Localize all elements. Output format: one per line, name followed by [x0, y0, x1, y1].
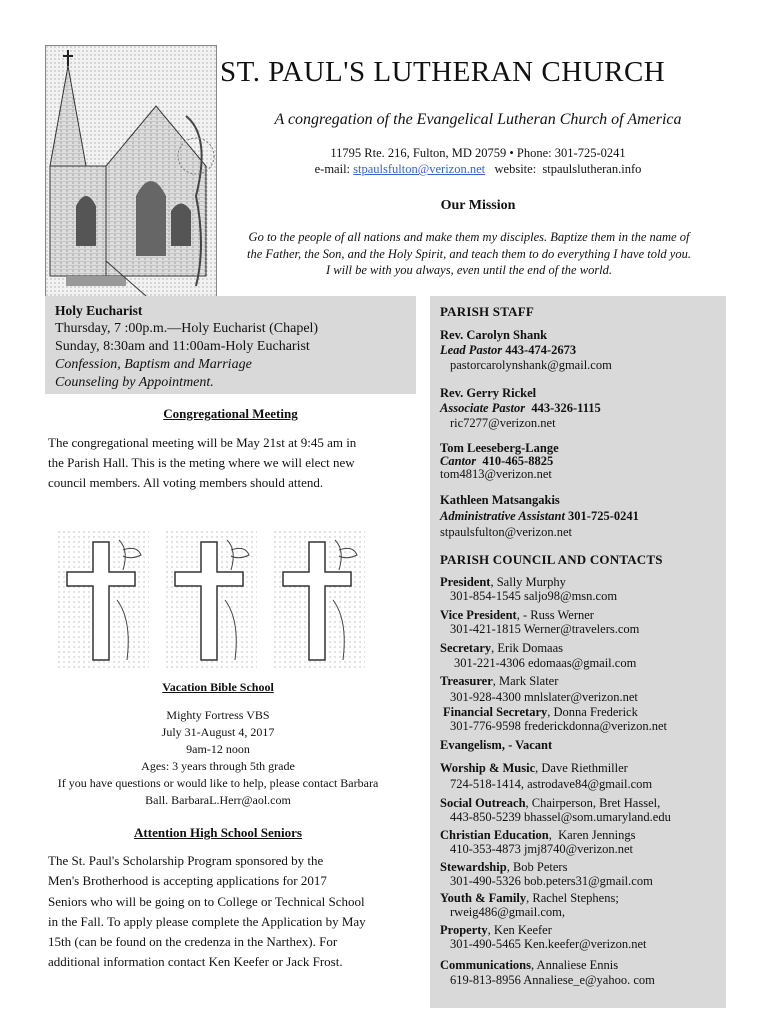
mission-title: Our Mission	[440, 198, 516, 213]
eucharist-line-3: Confession, Baptism and Marriage	[55, 357, 252, 372]
council-role: Youth & Family	[440, 891, 527, 905]
council-social-outreach	[440, 796, 722, 824]
email-website-line	[218, 161, 738, 177]
eucharist-box	[45, 296, 416, 394]
staff-lead-pastor	[440, 328, 722, 373]
staff-phone: 301-725-0241	[564, 509, 639, 523]
council-name: , - Russ Werner	[516, 608, 594, 622]
mission-text	[219, 229, 719, 279]
council-role: Vice President	[440, 608, 517, 622]
council-secretary	[440, 641, 722, 671]
council-contact: 301-928-4300 mnlslater@verizon.net	[450, 690, 638, 704]
staff-phone: 443-474-2673	[502, 343, 577, 357]
council-youth-family	[440, 891, 722, 919]
council-name: , Rachel Stephens;	[526, 891, 619, 905]
vbs-line-6: Ball. BarbaraL.Herr@aol.com	[145, 793, 291, 807]
staff-associate-pastor	[440, 386, 722, 431]
seniors-line-4: in the Fall. To apply please complete the Application by May	[48, 913, 366, 929]
congregational-line-1: The congregational meeting will be May 21st at 9:45 am in	[48, 435, 357, 450]
council-name: , - Vacant	[501, 738, 553, 752]
staff-role: Cantor	[440, 454, 477, 468]
mission-line-3: I will be with you always, even until the end of the world.	[325, 263, 613, 277]
seniors-line-2: Men's Brotherhood is accepting applications for 2017	[48, 873, 327, 889]
staff-email: tom4813@verizon.net	[440, 467, 552, 481]
council-name: , Donna Frederick	[547, 705, 638, 719]
email-link[interactable]: stpaulsfulton@verizon.net	[353, 162, 486, 176]
council-christian-education	[440, 828, 722, 856]
vbs-line-2: July 31-August 4, 2017	[161, 725, 275, 739]
council-role: Property	[440, 923, 488, 937]
council-name: , Erik Domaas	[491, 641, 563, 655]
council-name: , Dave Riethmiller	[535, 761, 628, 775]
staff-email: pastorcarolynshank@gmail.com	[450, 358, 612, 372]
seniors-line-1: The St. Paul's Scholarship Program sponsored by the	[48, 853, 324, 868]
council-role: Financial Secretary	[443, 705, 548, 719]
vbs-line-1: Mighty Fortress VBS	[166, 708, 270, 722]
vbs-line-3: 9am-12 noon	[186, 742, 250, 756]
seniors-heading: Attention High School Seniors	[134, 825, 302, 840]
council-contact: 619-813-8956 Annaliese_e@yahoo. com	[450, 973, 655, 987]
council-contact: 724-518-1414, astrodave84@gmail.com	[450, 777, 653, 791]
council-role: Treasurer	[440, 674, 493, 688]
contact-info	[218, 145, 738, 177]
council-contact: 301-490-5326 bob.peters31@gmail.com	[450, 874, 653, 888]
council-contact: 301-854-1545 saljo98@msn.com	[450, 589, 618, 603]
seniors-line-6: additional information contact Ken Keefer or Jack Frost.	[48, 954, 343, 970]
council-name: , Annaliese Ennis	[530, 958, 619, 972]
council-role: Social Outreach	[440, 796, 526, 810]
church-illustration	[45, 45, 217, 297]
council-contact: rweig486@gmail.com,	[450, 905, 565, 919]
staff-name: Rev. Carolyn Shank	[440, 328, 548, 342]
address-line: 11795 Rte. 216, Fulton, MD 20759 • Phone: 301-725-0241	[330, 146, 626, 160]
council-name: , Karen Jennings	[548, 828, 636, 842]
council-contact: 301-776-9598 frederickdonna@verizon.net	[450, 719, 667, 733]
council-name: , Ken Keefer	[487, 923, 552, 937]
council-contact: 301-221-4306 edomaas@gmail.com	[454, 656, 637, 670]
staff-phone: 410-465-8825	[476, 454, 554, 468]
council-role: Evangelism	[440, 738, 502, 752]
parish-staff-heading: PARISH STAFF	[440, 304, 535, 319]
council-role: Christian Education	[440, 828, 549, 842]
crosses-lilies-illustration	[57, 530, 365, 670]
staff-email: ric7277@verizon.net	[450, 416, 556, 430]
seniors-text	[48, 851, 418, 973]
council-communications	[440, 958, 722, 988]
congregational-text	[48, 433, 418, 493]
congregational-line-3: council members. All voting members should attend.	[48, 475, 324, 490]
council-heading: PARISH COUNCIL AND CONTACTS	[440, 552, 663, 567]
council-worship-music	[440, 760, 722, 792]
church-title: ST. PAUL'S LUTHERAN CHURCH	[220, 56, 666, 88]
council-role: Worship & Music	[440, 761, 536, 775]
staff-name: Tom Leeseberg-Lange	[440, 441, 559, 455]
staff-name: Rev. Gerry Rickel	[440, 386, 537, 400]
staff-role: Associate Pastor	[440, 401, 526, 415]
mission-line-2: the Father, the Son, and the Holy Spirit, and teach them to do everything I have told you.	[246, 246, 691, 261]
staff-cantor	[440, 442, 722, 481]
staff-name: Kathleen Matsangakis	[440, 493, 560, 507]
congregational-line-2: the Parish Hall. This is the meting where we will elect new	[48, 455, 355, 470]
council-role: Communications	[440, 958, 531, 972]
council-role: President	[440, 575, 491, 589]
council-contact: 443-850-5239 bhassel@som.umaryland.edu	[450, 810, 671, 824]
council-contact: 301-421-1815 Werner@travelers.com	[450, 622, 640, 636]
council-evangelism	[440, 738, 722, 753]
council-treasurer	[440, 673, 722, 705]
vbs-line-5: If you have questions or would like to help, please contact Barbara	[57, 776, 379, 790]
staff-phone: 443-326-1115	[525, 401, 601, 415]
seniors-line-5: 15th (can be found on the credenza in the Narthex). For	[48, 934, 338, 950]
council-stewardship	[440, 860, 722, 888]
vbs-details	[45, 707, 391, 809]
staff-email: stpaulsfulton@verizon.net	[440, 525, 572, 539]
council-property	[440, 923, 722, 951]
vbs-line-4: Ages: 3 years through 5th grade	[141, 759, 295, 773]
council-name: , Mark Slater	[492, 674, 559, 688]
council-role: Secretary	[440, 641, 492, 655]
eucharist-line-1: Thursday, 7 :00p.m.—Holy Eucharist (Chapel)	[55, 321, 319, 336]
mission-line-1: Go to the people of all nations and make them my disciples. Baptize them in the name of	[248, 230, 690, 244]
seniors-line-3: Seniors who will be going on to College or Technical School	[48, 893, 365, 909]
email-label: e-mail:	[314, 162, 354, 176]
congregational-heading: Congregational Meeting	[163, 406, 298, 421]
subtitle: A congregation of the Evangelical Lutheran Church of America	[274, 111, 682, 128]
website-text: website: stpaulslutheran.info	[485, 162, 642, 176]
staff-role: Administrative Assistant	[440, 509, 565, 523]
vbs-heading: Vacation Bible School	[162, 680, 274, 694]
eucharist-heading: Holy Eucharist	[55, 303, 143, 318]
council-name: , Chairperson, Bret Hassel,	[525, 796, 661, 810]
staff-role: Lead Pastor	[440, 343, 503, 357]
council-role: Stewardship	[440, 860, 507, 874]
council-contact: 301-490-5465 Ken.keefer@verizon.net	[450, 937, 647, 951]
council-contact: 410-353-4873 jmj8740@verizon.net	[450, 842, 634, 856]
eucharist-line-4: Counseling by Appointment.	[55, 375, 214, 390]
council-name: , Bob Peters	[506, 860, 568, 874]
council-name: , Sally Murphy	[490, 575, 566, 589]
council-president	[440, 575, 722, 603]
eucharist-line-2: Sunday, 8:30am and 11:00am-Holy Eucharist	[55, 339, 310, 354]
staff-panel	[430, 296, 726, 1008]
council-vice-president	[440, 608, 722, 636]
council-financial-secretary	[440, 705, 722, 733]
staff-admin-assistant	[440, 492, 722, 540]
